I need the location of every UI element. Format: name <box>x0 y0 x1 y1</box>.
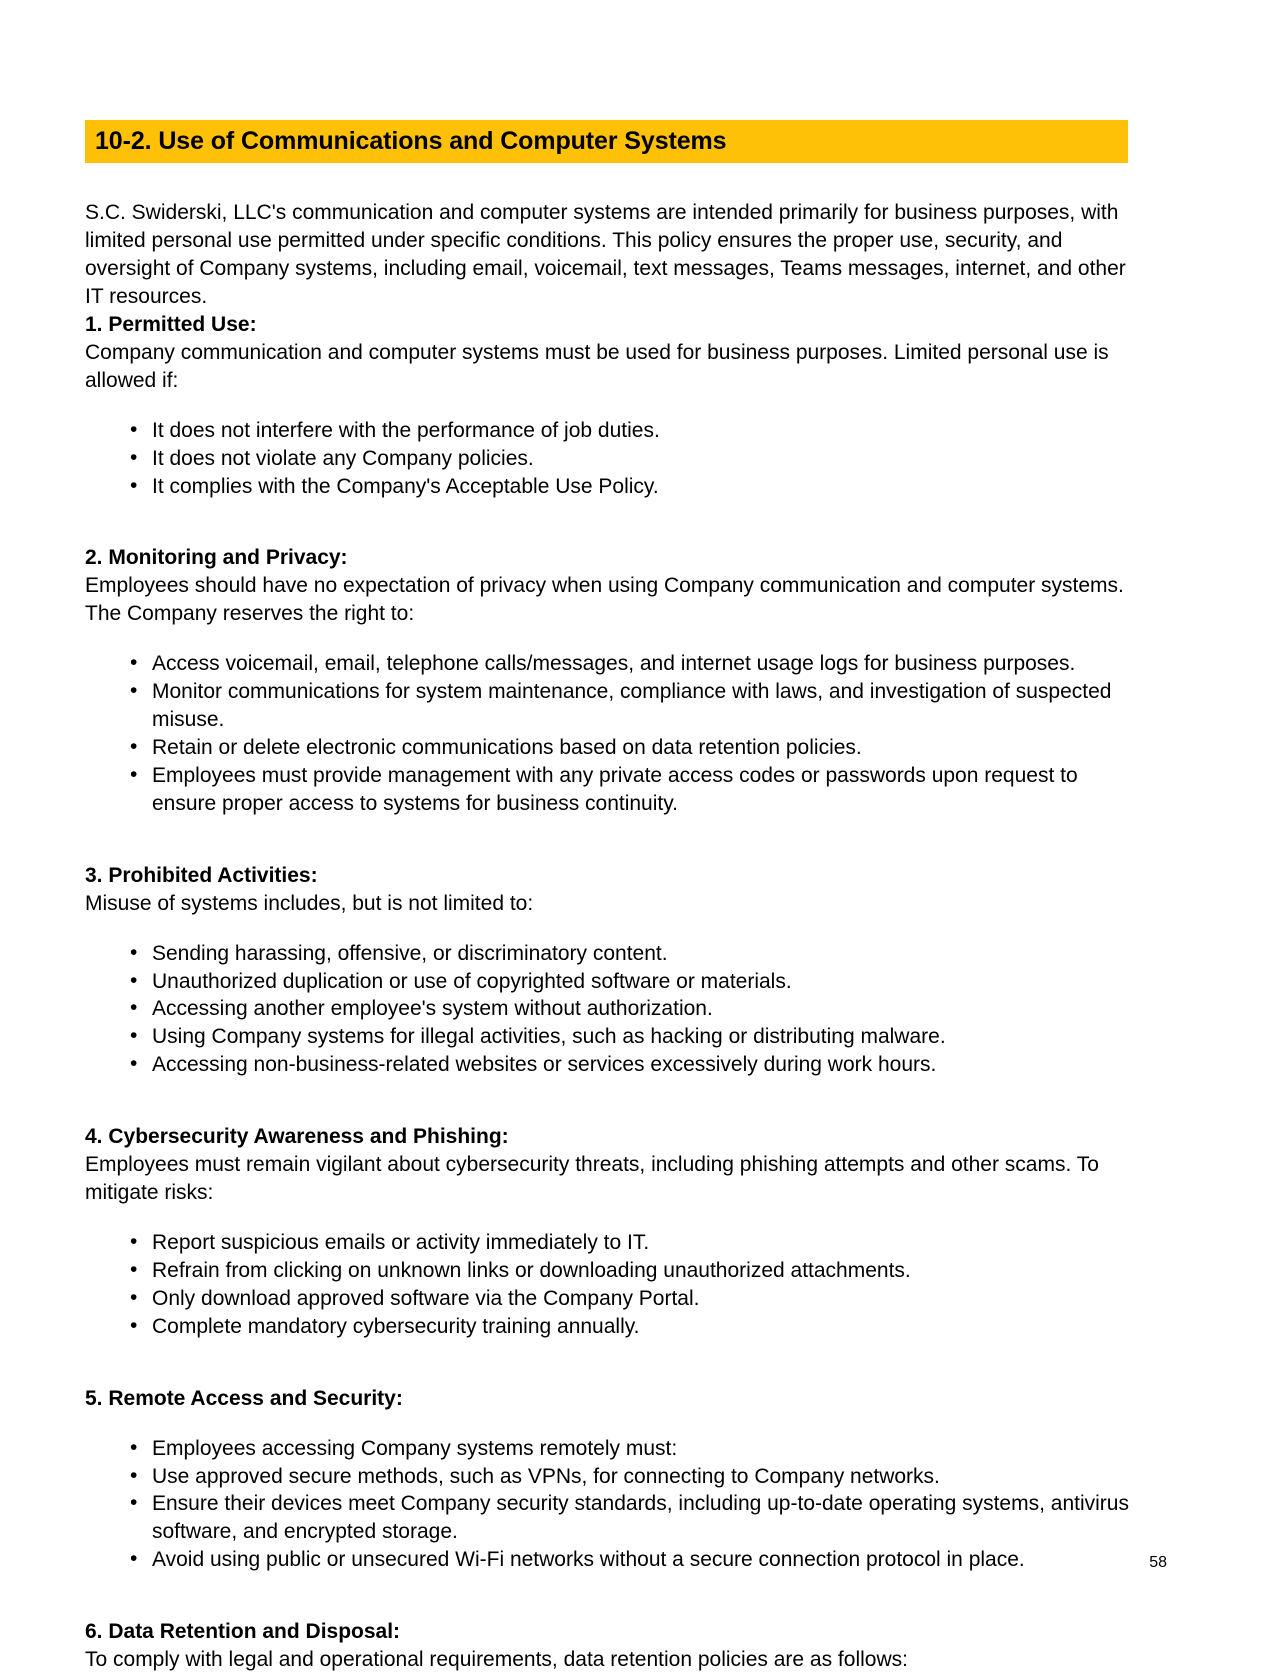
section-heading: 3. Prohibited Activities: <box>85 863 318 887</box>
list-item: • Report suspicious emails or activity immediately to IT. <box>85 1229 1130 1257</box>
section-bullet-list <box>85 417 1130 501</box>
list-item: • Avoid using public or unsecured Wi-Fi networks without a secure connection protocol in place. <box>85 1546 1130 1574</box>
list-item: • Employees accessing Company systems remotely must: <box>85 1435 1130 1463</box>
section-4 <box>85 1123 1130 1384</box>
list-item: • Ensure their devices meet Company security standards, including up-to-date operating systems, antivirus software, and encrypted storage. <box>85 1490 1130 1546</box>
list-item: • Sending harassing, offensive, or discriminatory content. <box>85 940 1130 968</box>
section-2 <box>85 544 1130 861</box>
list-item: • Monitor communications for system maintenance, compliance with laws, and investigation of suspected misuse. <box>85 678 1130 734</box>
list-item: • Accessing non-business-related websites or services excessively during work hours. <box>85 1051 1130 1079</box>
section-heading: 5. Remote Access and Security: <box>85 1386 403 1410</box>
section-5 <box>85 1385 1130 1619</box>
section-lead: Employees should have no expectation of privacy when using Company communication and computer systems. The Company reserves the right to: <box>85 574 1124 626</box>
section-lead: To comply with legal and operational requirements, data retention policies are as follows: <box>85 1648 908 1672</box>
section-bullet-list <box>85 650 1130 818</box>
section-banner <box>85 120 1128 163</box>
section-bullet-list <box>85 1435 1130 1575</box>
section-lead: Employees must remain vigilant about cybersecurity threats, including phishing attempts and other scams. To mitigate risks: <box>85 1153 1099 1205</box>
section-heading: 4. Cybersecurity Awareness and Phishing: <box>85 1125 509 1149</box>
list-item: • Access voicemail, email, telephone calls/messages, and internet usage logs for business purposes. <box>85 650 1130 678</box>
section-lead: Misuse of systems includes, but is not limited to: <box>85 891 534 915</box>
list-item: • Accessing another employee's system without authorization. <box>85 995 1130 1023</box>
list-item: • It complies with the Company's Acceptable Use Policy. <box>85 473 1130 501</box>
list-item: • It does not violate any Company policies. <box>85 445 1130 473</box>
section-heading: 6. Data Retention and Disposal: <box>85 1620 401 1644</box>
list-item: • Unauthorized duplication or use of copyrighted software or materials. <box>85 968 1130 996</box>
list-item: • Refrain from clicking on unknown links or downloading unauthorized attachments. <box>85 1257 1130 1285</box>
intro-paragraph: S.C. Swiderski, LLC's communication and computer systems are intended primarily for business purposes, with limited personal use permitted under specific conditions. This policy ensures the proper use, security, and oversight of Company systems, including email, voicemail, text messages, Teams messages, internet, and other IT resources. <box>85 201 1126 309</box>
list-item: • Only download approved software via the Company Portal. <box>85 1285 1130 1313</box>
page-content <box>85 120 1130 1674</box>
list-item: • Retain or delete electronic communications based on data retention policies. <box>85 734 1130 762</box>
list-item: • Using Company systems for illegal activities, such as hacking or distributing malware. <box>85 1023 1130 1051</box>
list-item: • Employees must provide management with any private access codes or passwords upon request to ensure proper access to systems for business continuity. <box>85 762 1130 818</box>
section-heading: 2. Monitoring and Privacy: <box>85 546 348 570</box>
section-lead: Company communication and computer systems must be used for business purposes. Limited personal use is allowed if: <box>85 340 1109 392</box>
section-1 <box>85 311 1130 545</box>
list-item: • Complete mandatory cybersecurity training annually. <box>85 1313 1130 1341</box>
list-item: • It does not interfere with the performance of job duties. <box>85 417 1130 445</box>
list-item: • Use approved secure methods, such as VPNs, for connecting to Company networks. <box>85 1463 1130 1491</box>
section-heading: 1. Permitted Use: <box>85 312 257 336</box>
section-3 <box>85 862 1130 1123</box>
page-title: 10-2. Use of Communications and Computer Systems <box>95 127 727 155</box>
page-number: 58 <box>1149 1554 1167 1571</box>
section-bullet-list <box>85 940 1130 1080</box>
section-bullet-list <box>85 1229 1130 1341</box>
section-6 <box>85 1618 1130 1674</box>
